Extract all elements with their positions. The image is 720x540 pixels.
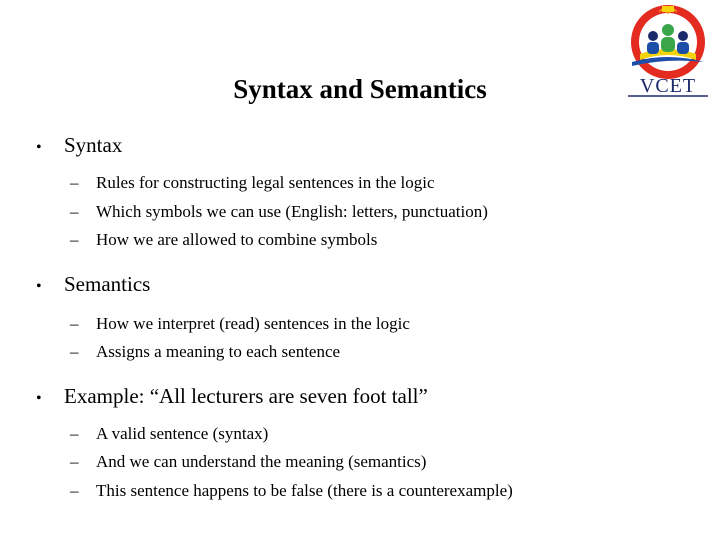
logo-figure-head-right: [678, 31, 688, 41]
bullet-text: Semantics: [64, 271, 151, 296]
bullet-text: Syntax: [64, 133, 123, 157]
sub-bullet: [36, 448, 706, 477]
sub-bullet-list: [36, 169, 706, 255]
dash-glyph: –: [70, 423, 79, 443]
logo-text: VCET: [639, 75, 697, 97]
sub-bullet: [36, 198, 706, 227]
sub-bullet: [36, 310, 706, 339]
sub-bullet: [36, 420, 706, 449]
sub-bullet-list: [36, 420, 706, 506]
logo-figure-body-center: [661, 37, 675, 52]
sub-bullet: [36, 477, 706, 506]
bullet-item: [36, 269, 706, 367]
sub-bullet-text: This sentence happens to be false (there is a counterexample): [96, 480, 513, 500]
bullet-glyph: •: [36, 277, 42, 295]
sub-bullet: [36, 226, 706, 255]
sub-bullet-text: How we are allowed to combine symbols: [96, 230, 378, 249]
logo-figure-head-left: [648, 31, 658, 41]
logo-book: [662, 6, 674, 12]
sub-bullet-text: Rules for constructing legal sentences in the logic: [96, 173, 435, 192]
sub-bullet-text: And we can understand the meaning (semantics): [96, 452, 427, 471]
dash-glyph: –: [70, 452, 79, 471]
bullet-list: [36, 130, 706, 519]
sub-bullet-text: Which symbols we can use (English: letters, punctuation): [96, 201, 488, 221]
bullet-glyph: •: [36, 139, 42, 156]
logo-figure-body-right: [677, 42, 689, 54]
logo-figure-head-center: [662, 24, 674, 36]
dash-glyph: –: [70, 480, 79, 500]
sub-bullet-text: How we interpret (read) sentences in the logic: [96, 313, 410, 333]
dash-glyph: –: [70, 173, 79, 192]
bullet-item: [36, 130, 706, 255]
sub-bullet-text: A valid sentence (syntax): [96, 423, 269, 443]
dash-glyph: –: [70, 313, 79, 333]
bullet-item: [36, 381, 706, 506]
dash-glyph: –: [70, 342, 79, 361]
sub-bullet: [36, 338, 706, 367]
bullet-text: Example: “All lecturers are seven foot tall”: [64, 383, 428, 408]
sub-bullet: [36, 169, 706, 198]
logo-figure-body-left: [647, 42, 659, 54]
sub-bullet-text: Assigns a meaning to each sentence: [96, 342, 341, 361]
dash-glyph: –: [70, 230, 79, 249]
sub-bullet-list: [36, 310, 706, 367]
slide-title: Syntax and Semantics: [233, 74, 487, 104]
bullet-glyph: •: [36, 389, 42, 407]
dash-glyph: –: [70, 201, 79, 221]
